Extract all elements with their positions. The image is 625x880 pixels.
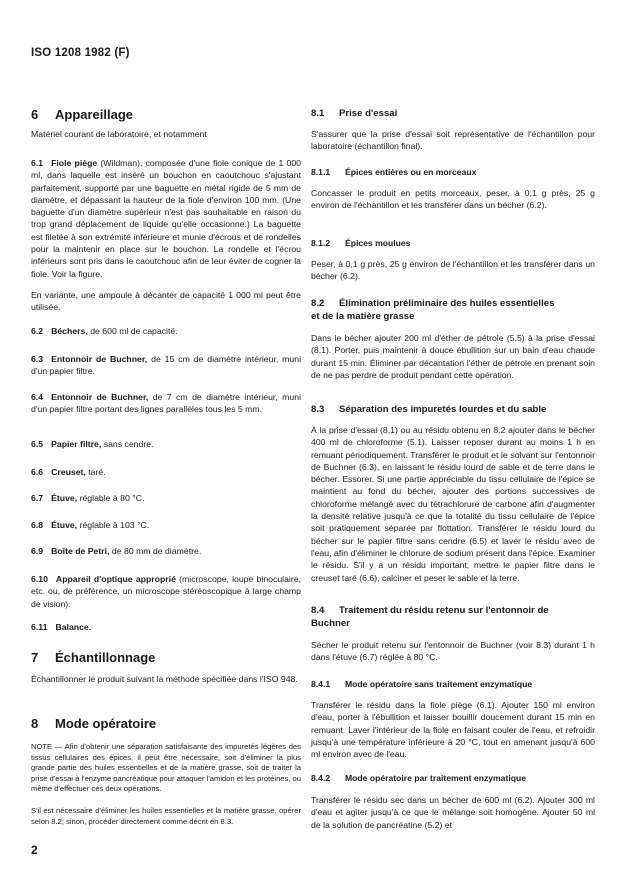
item-6-8: 6.8 Étuve, réglable à 103 °C. <box>31 520 150 530</box>
section-8-4-2-heading: 8.4.2 Mode opératoire par traitement enzymatique <box>311 773 526 783</box>
section-8-4-heading: 8.4 Traitement du résidu retenu sur l'entonnoir de Buchner <box>311 605 549 629</box>
section-8-4-text: Sécher le produit retenu sur l'entonnoir de Buchner (voir 8.3) durant 1 h dans l'étuve (6.7) réglée à 80 °C. <box>311 640 595 663</box>
section-6-heading: 6 Appareillage <box>31 107 134 122</box>
section-8-4-1-text: Transférer le résidu dans la fiole piège (6.1). Ajouter 150 ml environ d'eau, porter à l'ébullition et laisser bouillir doucement durant 15 min en remuant. Laver l'intérieur de la fiole en faisant couler de l'eau, et refroidir jusqu'à une température inférieure à 20 °C, tout en amenant jusqu'à 600 ml environ avec de l'eau. <box>311 700 595 760</box>
section-8-3-heading: 8.3 Séparation des impuretés lourdes et du sable <box>311 404 547 415</box>
item-6-3: 6.3 Entonnoir de Buchner, de 15 cm de diamètre intérieur, muni d'un papier filtre. <box>31 354 301 377</box>
section-8-4-2-text: Transférer le résidu sec dans un bécher de 600 ml (6.2). Ajouter 300 ml d'eau et agiter jusqu'à ce que le mélange soit homogène. Ajouter 50 ml de la solution de pancréatine (5.2) et <box>311 795 595 830</box>
section-8-1-1-heading: 8.1.1 Épices entières ou en morceaux <box>311 167 477 177</box>
section-8-2-heading: 8.2 Élimination préliminaire des huiles essentielles et de la matière grasse <box>311 298 555 322</box>
item-6-5: 6.5 Papier filtre, sans cendre. <box>31 439 154 449</box>
section-8-1-2-text: Peser, à 0,1 g près, 25 g environ de l'échantillon et les transférer dans un bécher (6.2). <box>311 259 595 282</box>
section-8-1-heading: 8.1 Prise d'essai <box>311 108 398 119</box>
item-6-1: 6.1 Fiole piège (Wildman), composée d'une fiole conique de 1 000 ml, dans laquelle est inséré un bouchon en caoutchouc s'ajustant parfaitement, supporté par une baguette en métal rigide de 5 mm de diamètre, et dépassant la hauteur de la fiole d'environ 100 mm. (Une baguette d'un diamètre supérieur n'est pas souhaitable en raison du trop grand déplacement de liquide qu'elle occasionne.) La baguette est filetée à son extrémité inférieure et munie d'écrous et de rondelles pour la maintenir en place sur le bouchon. La rondelle et l'écrou inférieurs sont pris dans le caoutchouc afin de leur éviter de cogner la fiole. Voir la figure. <box>31 158 301 279</box>
item-6-4: 6.4 Entonnoir de Buchner, de 7 cm de diamètre intérieur, muni d'un papier filtre portant des lignes parallèles tous les 5 mm. <box>31 392 302 415</box>
item-6-2: 6.2 Béchers, de 600 ml de capacité. <box>31 326 178 336</box>
section-8-heading: 8 Mode opératoire <box>31 716 157 731</box>
item-6-6: 6.6 Creuset, taré. <box>31 467 106 477</box>
page-number: 2 <box>31 843 38 857</box>
section-7-text: Échantillonner le produit suivant la méthode spécifiée dans l'ISO 948. <box>31 674 298 684</box>
standard-reference: ISO 1208 1982 (F) <box>31 47 130 59</box>
section-8-2-text: Dans le bécher ajouter 200 ml d'éther de pétrole (5.5) à la prise d'essai (8.1). Porter, puis maintenir à douce ébullition sur un bain d'eau chaude durant 15 min. Éliminer par décantation l'éther de pétrole en prenant soin de ne pas perdre de produit pendant cette opération. <box>311 333 595 380</box>
section-8-3-text: À la prise d'essai (8.1) ou au résidu obtenu en 8.2 ajouter dans le bécher 400 ml de chloroforme (5.1). Laisser reposer durant au moins 1 h en remuant périodiquement. Transférer le produit et le solvant sur l'entonnoir de Buchner (6.3), en laissant le résidu lourd de sable et de terre dans le bécher. Essorer. Si une partie appréciable du tissu cellulaire de l'épice se maintient au fond du bécher, ajouter des portions successives de chloroforme mélangé avec du tétrachlorure de carbone afin d'augmenter la densité relative jusqu'à ce que la totalité du tissu cellulaire de l'épice soit pratiquement séparée par flottation. Transférer le résidu lourd du bécher sur le papier filtre sans cendre (6.5) et laver le résidu avec de l'eau, afin d'éliminer le chlorure de sodium présent dans l'épice. Examiner le résidu. S'il y a un résidu important, mettre le papier filtre dans le creuset taré (6.6), calciner et peser le sable et la terre. <box>311 425 595 583</box>
section-8-4-1-heading: 8.4.1 Mode opératoire sans traitement enzymatique <box>311 679 533 689</box>
item-6-1-alternative: En variante, une ampoule à décanter de capacité 1 000 ml peut être utilisée. <box>31 290 301 313</box>
section-8-1-text: S'assurer que la prise d'essai soit représentative de l'échantillon pour laboratoire (échantillon final). <box>311 129 595 152</box>
section-7-heading: 7 Échantillonnage <box>31 650 156 665</box>
item-6-11: 6.11 Balance. <box>31 622 92 632</box>
item-6-10: 6.10 Appareil d'optique approprié (microscope, loupe binoculaire, etc. ou, de préférence, un microscope stéréoscopique à large champ de vision). <box>31 574 301 609</box>
section-8-1-2-heading: 8.1.2 Épices moulues <box>311 238 411 248</box>
section-6-intro: Matériel courant de laboratoire, et notamment <box>31 129 207 139</box>
item-6-9: 6.9 Boîte de Petri, de 80 mm de diamètre. <box>31 546 202 556</box>
section-8-1-1-text: Concasser le produit en petits morceaux, peser, à 0,1 g près, 25 g environ de l'échantillon et les transférer dans un bécher (6.2). <box>311 188 595 211</box>
section-8-note-continued: S'il est nécessaire d'éliminer les huiles essentielles et la matière grasse, opérer selon 8.2; sinon, procéder directement comme décrit en 8.3. <box>31 806 301 826</box>
item-6-7: 6.7 Étuve, réglable à 80 °C. <box>31 493 145 503</box>
section-8-note: NOTE — Afin d'obtenir une séparation satisfaisante des impuretés légères des tissus cellulaires des épices, il peut être nécessaire, soit d'éliminer la plus grande partie des huiles essentielles et de la matière grasse, soit de traiter la prise d'essai à l'enzyme pancréatique pour attaquer l'amidon et les protéines, ou même d'effectuer ces deux opérations. <box>31 742 301 794</box>
